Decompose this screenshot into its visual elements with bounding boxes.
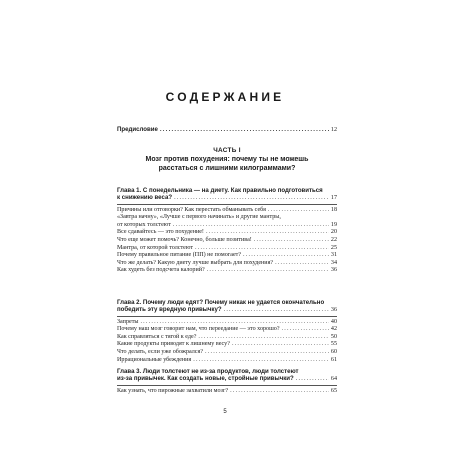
chapter-2-heading[interactable] xyxy=(117,299,337,315)
leader-dots xyxy=(243,252,329,260)
entry-title: Почему наш мозг говорит нам, что переедание — это хорошо? xyxy=(117,326,280,333)
page-number: 5 xyxy=(223,409,227,415)
entry-title: от которых толстеют xyxy=(117,221,171,228)
entry-title: «Завтра начну», «Лучше с первого начинать» и другие мантры, xyxy=(117,214,281,221)
toc-entry-preface[interactable] xyxy=(117,126,337,135)
leader-dots xyxy=(193,357,329,365)
leader-dots xyxy=(268,207,329,215)
toc-entry[interactable] xyxy=(117,267,337,275)
entry-page: 36 xyxy=(330,267,337,274)
chapter-page: 36 xyxy=(330,307,337,314)
entry-page: 25 xyxy=(330,244,337,251)
entry-title: Иррациональные убеждения xyxy=(117,356,192,363)
entry-title: Какие продукты приводят к лишнему весу? xyxy=(117,341,230,348)
chapter-divider xyxy=(117,385,337,386)
entry-page: 42 xyxy=(330,326,337,333)
entry-page: 31 xyxy=(330,252,337,259)
leader-dots xyxy=(198,334,328,342)
entry-title: Как узнать, что пирожные захватили мозг? xyxy=(117,387,229,394)
entry-page: 18 xyxy=(330,206,337,213)
entry-title: Запреты xyxy=(117,318,139,325)
entry-title: Как справляться с тягой к еде? xyxy=(117,333,197,340)
entry-page: 19 xyxy=(330,221,337,228)
leader-dots xyxy=(206,229,329,237)
leader-dots xyxy=(275,260,329,268)
entry-page: 60 xyxy=(330,348,337,355)
chapter-divider xyxy=(117,204,337,205)
toc-entry[interactable] xyxy=(117,229,337,237)
entry-page: 50 xyxy=(330,333,337,340)
entry-page: 34 xyxy=(330,259,337,266)
toc-entry[interactable] xyxy=(117,349,337,357)
leader-dots xyxy=(207,267,329,275)
preface-block xyxy=(117,126,337,135)
entry-title: Что делать, если уже обожрался? xyxy=(117,348,204,355)
toc-entry[interactable] xyxy=(117,326,337,334)
toc-entry[interactable] xyxy=(117,388,337,396)
chapter-1-block xyxy=(117,187,337,275)
leader-dots xyxy=(160,126,329,134)
entry-title: Что еще может помочь? Конечно, больше позитива! xyxy=(117,236,252,243)
entry-title: Предисловие xyxy=(117,126,158,133)
toc-entry[interactable] xyxy=(117,207,337,215)
entry-title: Что же делать? Какую диету лучше выбрать для похудения? xyxy=(117,259,274,266)
chapter-divider xyxy=(117,316,337,317)
chapter-3-heading[interactable] xyxy=(117,368,337,384)
entry-title: Мантра, от которой толстеют xyxy=(117,244,193,251)
part-heading xyxy=(117,146,337,173)
entry-page: 12 xyxy=(330,127,337,133)
entry-page: 40 xyxy=(330,318,337,325)
entry-page: 61 xyxy=(330,356,337,363)
entry-title: Как худеть без подсчета калорий? xyxy=(117,267,205,274)
chapter-title-line1: Глава 1. С понедельника — на диету. Как правильно подготовиться xyxy=(117,187,323,194)
toc-entry[interactable] xyxy=(117,341,337,349)
chapter-3-block xyxy=(117,368,337,395)
toc-entry[interactable] xyxy=(117,237,337,245)
part-title-line2: расстаться с лишними килограммами? xyxy=(158,165,296,172)
toc-entry[interactable] xyxy=(117,319,337,327)
chapter-title-line2: победить эту вредную привычку? xyxy=(117,306,222,314)
entry-page: 55 xyxy=(330,341,337,348)
entry-page: 65 xyxy=(330,387,337,394)
chapter-title-line2: из-за привычек. Как создать новые, стройные привычки? xyxy=(117,375,294,383)
toc-entry[interactable] xyxy=(117,252,337,260)
leader-dots xyxy=(140,319,328,327)
part-block xyxy=(117,146,337,173)
entry-title: Почему правильное питание (ПП) не помогает? xyxy=(117,252,242,259)
toc-entry[interactable] xyxy=(117,334,337,342)
leader-dots xyxy=(230,388,329,396)
leader-dots xyxy=(232,341,329,349)
chapter-page: 17 xyxy=(330,195,337,202)
leader-dots xyxy=(254,237,329,245)
chapter-page: 64 xyxy=(330,376,337,383)
entry-title: Все сдавайтесь — это похудение! xyxy=(117,229,204,236)
chapter-1-heading[interactable] xyxy=(117,187,337,203)
leader-dots xyxy=(282,326,329,334)
chapter-title-line1: Глава 3. Люди толстеют не из-за продуктов, люди толстеют xyxy=(117,368,299,375)
entry-page: 22 xyxy=(330,236,337,243)
part-label: ЧАСТЬ I xyxy=(213,147,241,154)
toc-title: СОДЕРЖАНИЕ xyxy=(165,90,285,104)
leader-dots xyxy=(174,195,329,202)
part-title-line1: Мозг против похудения: почему ты не можешь xyxy=(145,156,309,163)
entry-title: Причины или отговорки? Как перестать обманывать себя xyxy=(117,206,266,213)
leader-dots xyxy=(205,349,329,357)
leader-dots xyxy=(224,307,329,314)
toc-entry[interactable] xyxy=(117,357,337,365)
toc-entry[interactable] xyxy=(117,214,337,222)
chapter-title-line1: Глава 2. Почему люди едят? Почему никак не удается окончательно xyxy=(117,299,325,306)
chapter-2-block xyxy=(117,299,337,364)
chapter-title-line2: к снижению веса? xyxy=(117,194,173,202)
leader-dots xyxy=(296,376,329,383)
entry-page: 20 xyxy=(330,229,337,236)
